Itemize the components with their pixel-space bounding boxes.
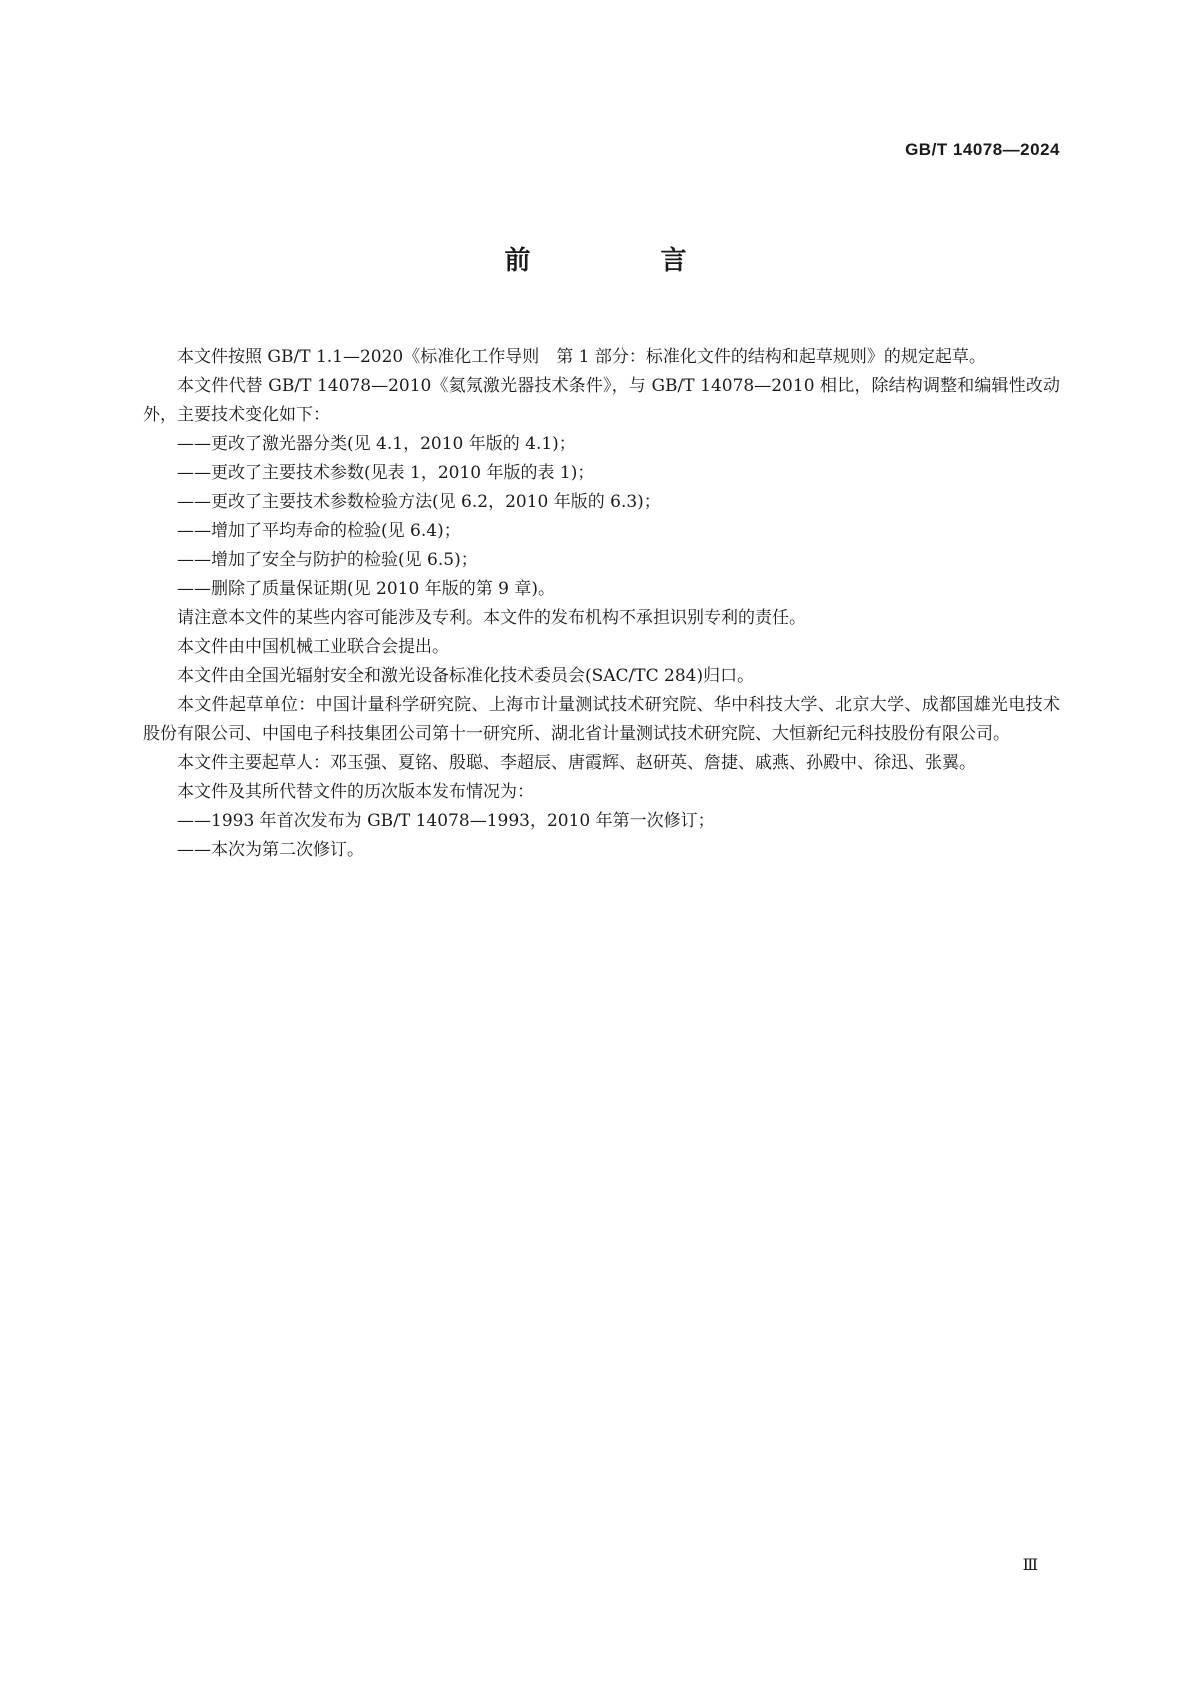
paragraph: 本文件主要起草人：邓玉强、夏铭、殷聪、李超辰、唐霞辉、赵研英、詹捷、戚燕、孙殿中、徐迅、张翼。 [177,753,976,773]
list-item: ——更改了激光器分类(见 4.1，2010 年版的 4.1)； [177,434,576,454]
list-item: ——增加了安全与防护的检验(见 6.5)； [177,550,478,570]
list-item: ——增加了平均寿命的检验(见 6.4)； [177,521,461,541]
standard-code: GB/T 14078—2024 [905,140,1060,159]
paragraph: 本文件及其所代替文件的历次版本发布情况为： [177,782,534,802]
paragraph: 本文件代替 GB/T 14078—2010《氦氖激光器技术条件》，与 GB/T 14078—2010 相比，除结构调整和编辑性改动外，主要技术变化如下： [143,376,1060,425]
list-item: ——更改了主要技术参数(见表 1，2010 年版的表 1)； [177,463,595,483]
paragraph: 本文件由全国光辐射安全和激光设备标准化技术委员会(SAC/TC 284)归口。 [177,666,755,686]
paragraph: 请注意本文件的某些内容可能涉及专利。本文件的发布机构不承担识别专利的责任。 [177,608,806,628]
list-item: ——更改了主要技术参数检验方法(见 6.2，2010 年版的 6.3)； [177,492,661,512]
list-item: ——1993 年首次发布为 GB/T 14078—1993，2010 年第一次修订； [177,811,715,831]
list-item: ——删除了质量保证期(见 2010 年版的第 9 章)。 [177,579,555,599]
page-number: Ⅲ [1022,1557,1038,1574]
page-title: 前 言 [504,246,739,276]
paragraph: 本文件按照 GB/T 1.1—2020《标准化工作导则 第 1 部分：标准化文件的结构和起草规则》的规定起草。 [177,347,986,367]
paragraph: 本文件由中国机械工业联合会提出。 [177,637,449,657]
paragraph: 本文件起草单位：中国计量科学研究院、上海市计量测试技术研究院、华中科技大学、北京大学、成都国雄光电技术股份有限公司、中国电子科技集团公司第十一研究所、湖北省计量测试技术研究院、大恒新纪元科技股份有限公司。 [143,695,1060,744]
list-item: ——本次为第二次修订。 [177,840,364,860]
foreword-body [143,343,1060,865]
